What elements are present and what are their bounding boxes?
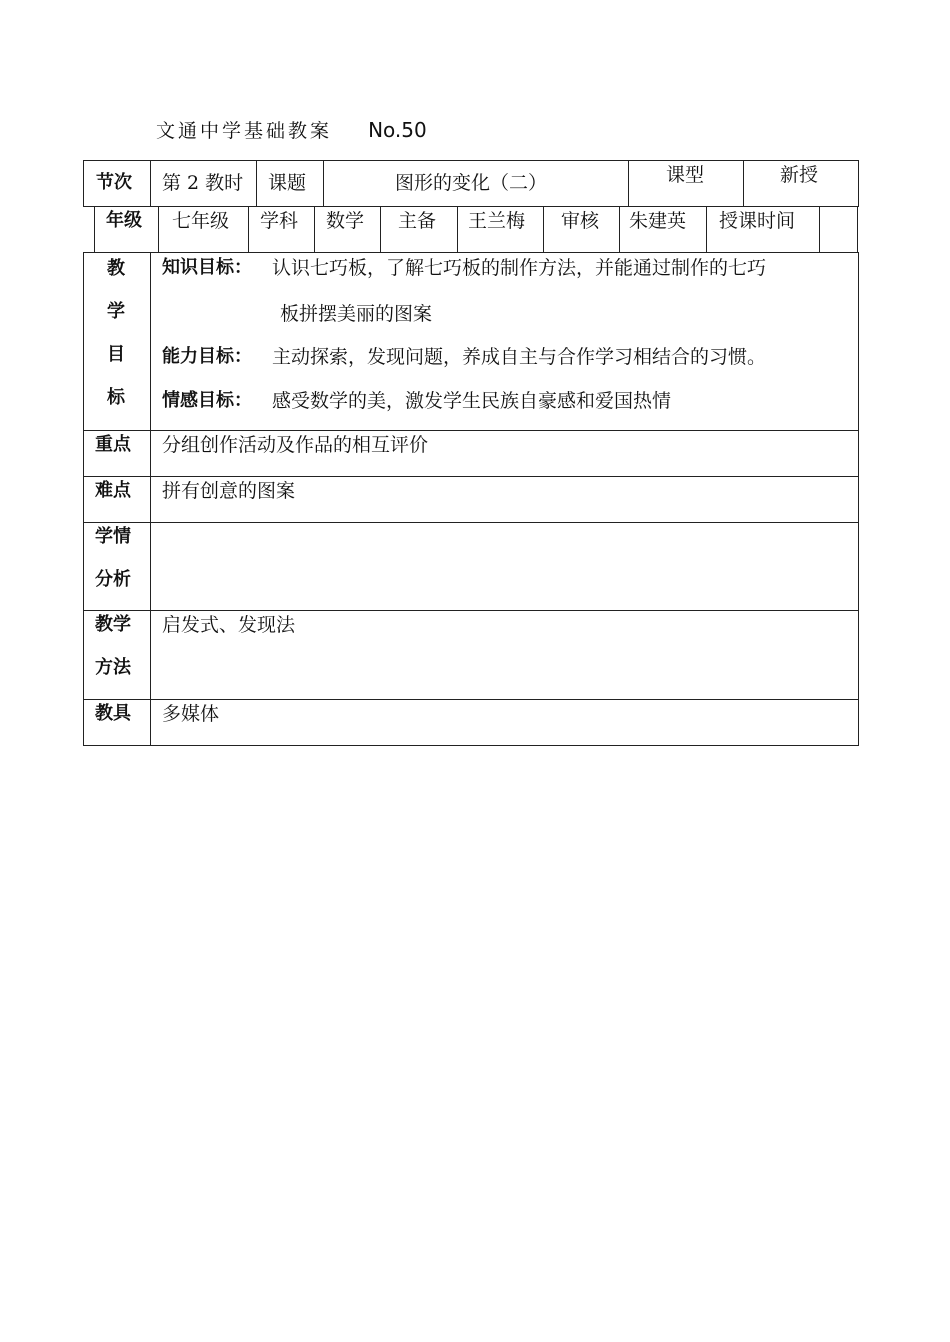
analysis-label-line-1: 学情 [95,526,131,547]
review-label: 审核 [561,210,600,232]
section-label: 节次 [96,172,132,193]
method-text: 启发式、发现法 [162,614,296,636]
topic-label: 课题 [268,172,307,194]
emotion-objective-label: 情感目标： [162,390,252,411]
key-point-text: 分组创作活动及作品的相互评价 [162,434,429,456]
difficulty-text: 拼有创意的图案 [162,480,296,502]
objectives-label-char-4: 标 [107,387,125,408]
subject-value: 数学 [326,210,365,232]
objectives-label-char-2: 学 [107,301,125,322]
method-label-line-1: 教学 [95,614,131,635]
type-value: 新授 [780,164,819,186]
tools-text: 多媒体 [162,703,220,725]
tools-label: 教具 [95,703,131,724]
subject-label: 学科 [260,210,299,232]
method-label-line-2: 方法 [95,657,131,678]
document-number: No.50 [368,118,427,142]
difficulty-label: 难点 [95,480,131,501]
topic-value: 图形的变化（二） [395,172,548,194]
section-value: 第 2 教时 [162,172,244,194]
knowledge-objective-label: 知识目标： [162,257,252,278]
lead-label: 主备 [398,210,437,232]
objectives-label-char-1: 教 [107,258,125,279]
lead-value: 王兰梅 [468,210,526,232]
grade-label: 年级 [106,210,142,231]
key-point-label: 重点 [95,434,131,455]
emotion-objective-text: 感受数学的美，激发学生民族自豪感和爱国热情 [272,390,672,412]
time-label: 授课时间 [719,210,796,232]
analysis-label-line-2: 分析 [95,569,131,590]
objectives-label-char-3: 目 [107,344,125,365]
document-header [156,116,427,143]
school-title: 文通中学基础教案 [156,120,333,142]
type-label: 课型 [666,164,705,186]
grade-value: 七年级 [172,210,230,232]
knowledge-objective-line-1: 认识七巧板，了解七巧板的制作方法，并能通过制作的七巧 [272,257,767,279]
knowledge-objective-line-2: 板拼摆美丽的图案 [280,303,433,325]
review-value: 朱建英 [629,210,687,232]
ability-objective-label: 能力目标： [162,346,252,367]
ability-objective-text: 主动探索，发现问题，养成自主与合作学习相结合的习惯。 [272,346,767,368]
